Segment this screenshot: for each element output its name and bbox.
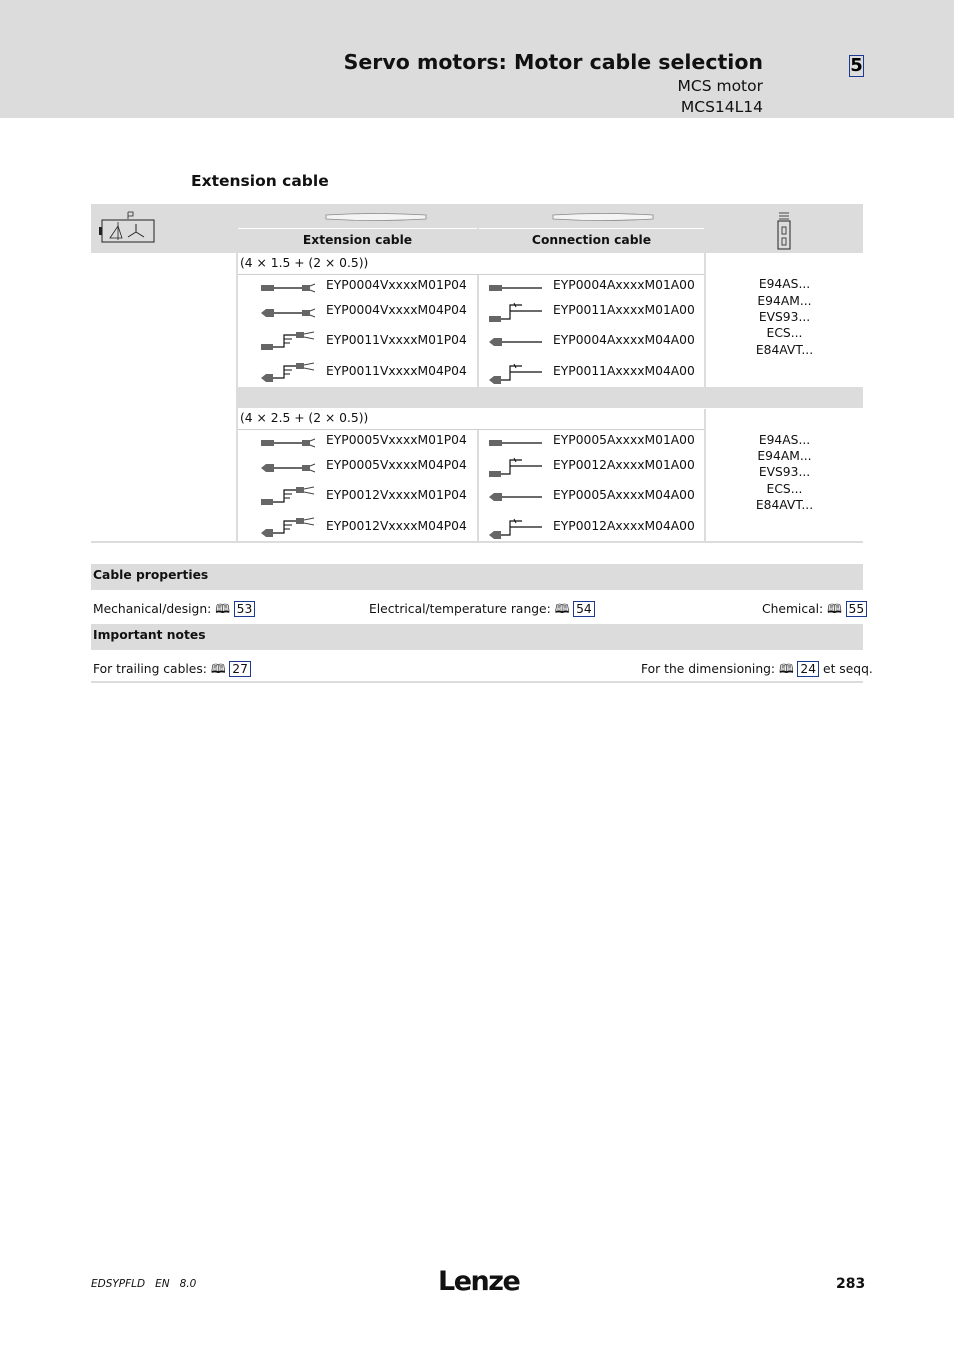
extension-part-number: EYP0011VxxxxM04P04 — [326, 364, 467, 378]
controller-type: ECS... — [766, 326, 803, 340]
straight-cable-both-ends-icon — [260, 437, 316, 449]
extension-cable-column-label: Extension cable — [302, 233, 413, 247]
connection-part-number: EYP0004AxxxxM04A00 — [553, 333, 695, 347]
straight-cable-both-ends-icon — [260, 307, 316, 319]
trailing-page-link[interactable]: 27 — [229, 661, 251, 677]
angled-cable-icon — [260, 362, 316, 386]
electrical-temperature-label: Electrical/temperature range: — [369, 602, 551, 616]
extension-part-number: EYP0012VxxxxM04P04 — [326, 519, 467, 533]
page-number: 283 — [836, 1276, 866, 1292]
controller-type: ECS... — [766, 482, 803, 496]
extension-part-number: EYP0011VxxxxM01P04 — [326, 333, 467, 347]
angled-cable-icon — [260, 486, 316, 510]
connection-cable-angled-icon — [488, 362, 544, 386]
important-notes-band — [91, 624, 863, 650]
chemical-label: Chemical: — [762, 602, 824, 616]
motor-icon — [98, 210, 158, 246]
controller-type: EVS93... — [758, 310, 811, 324]
book-icon: 🕮 — [210, 662, 226, 676]
dimensioning-ref — [641, 660, 873, 681]
controller-type: E94AS... — [758, 433, 811, 447]
connection-cable-angled-icon — [488, 517, 544, 541]
book-icon: 🕮 — [779, 662, 794, 676]
extension-cable-graphic-icon — [325, 212, 427, 222]
book-icon: 🕮 — [827, 602, 842, 616]
notes-bottom-border — [91, 681, 863, 683]
mechanical-design-label: Mechanical/design: — [93, 602, 212, 616]
page-subtitle-motor: MCS motor — [677, 77, 763, 95]
connection-part-number: EYP0012AxxxxM01A00 — [553, 458, 695, 472]
extension-part-number: EYP0004VxxxxM01P04 — [326, 278, 467, 292]
straight-cable-both-ends-icon — [260, 282, 316, 294]
chemical-ref — [762, 600, 867, 621]
trailing-cables-ref — [93, 660, 251, 681]
cable-spec-group-1: (4 × 1.5 + (2 × 0.5)) — [240, 256, 369, 270]
extension-part-number: EYP0005VxxxxM01P04 — [326, 433, 467, 447]
extension-part-number: EYP0004VxxxxM04P04 — [326, 303, 467, 317]
page-title: Servo motors: Motor cable selection — [343, 50, 763, 74]
connection-part-number: EYP0005AxxxxM04A00 — [553, 488, 695, 502]
connection-part-number: EYP0005AxxxxM01A00 — [553, 433, 695, 447]
controller-type: E94AM... — [757, 449, 812, 463]
group-separator — [238, 387, 863, 408]
angled-cable-icon — [260, 517, 316, 541]
controller-type: E94AS... — [758, 277, 811, 291]
connection-cable-column-label: Connection cable — [531, 233, 652, 247]
connection-cable-straight-icon — [488, 336, 544, 348]
trailing-cables-label: For trailing cables: — [93, 662, 207, 676]
electrical-temperature-ref — [369, 600, 595, 621]
document-code: EDSYPFLD EN 8.0 — [91, 1278, 197, 1290]
electrical-page-link[interactable]: 54 — [573, 601, 595, 617]
connection-part-number: EYP0004AxxxxM01A00 — [553, 278, 695, 292]
table-divider — [236, 204, 238, 541]
page-subtitle-model: MCS14L14 — [680, 98, 763, 116]
connection-cable-straight-icon — [488, 491, 544, 503]
straight-cable-both-ends-icon — [260, 462, 316, 474]
connection-part-number: EYP0012AxxxxM04A00 — [553, 519, 695, 533]
table-divider — [477, 274, 479, 387]
controller-type: E84AVT... — [755, 498, 814, 512]
connection-cable-graphic-icon — [552, 212, 654, 222]
row-divider — [238, 429, 704, 430]
book-icon: 🕮 — [215, 602, 230, 616]
controller-type: EVS93... — [758, 465, 811, 479]
connection-cable-straight-icon — [488, 282, 544, 294]
chemical-page-link[interactable]: 55 — [846, 601, 868, 617]
mechanical-page-link[interactable]: 53 — [234, 601, 256, 617]
dimensioning-page-link[interactable]: 24 — [797, 661, 819, 677]
angled-cable-icon — [260, 331, 316, 355]
table-divider — [477, 204, 479, 253]
connection-cable-straight-icon — [488, 437, 544, 449]
section-title: Extension cable — [191, 172, 329, 190]
connection-cable-angled-icon — [488, 456, 544, 480]
row-divider — [238, 274, 704, 275]
controller-type: E94AM... — [757, 294, 812, 308]
connection-part-number: EYP0011AxxxxM04A00 — [553, 364, 695, 378]
mechanical-design-ref — [93, 600, 255, 621]
cable-spec-group-2: (4 × 2.5 + (2 × 0.5)) — [240, 411, 369, 425]
cable-properties-heading: Cable properties — [93, 568, 209, 582]
chapter-number-link[interactable]: 5 — [850, 55, 863, 76]
book-icon: 🕮 — [554, 602, 570, 616]
dimensioning-suffix: et seqq. — [823, 662, 873, 676]
table-divider — [477, 429, 479, 541]
controller-type: E84AVT... — [755, 343, 814, 357]
extension-part-number: EYP0005VxxxxM04P04 — [326, 458, 467, 472]
connection-part-number: EYP0011AxxxxM01A00 — [553, 303, 695, 317]
controller-icon — [776, 211, 792, 251]
connection-cable-angled-icon — [488, 301, 544, 325]
extension-part-number: EYP0012VxxxxM01P04 — [326, 488, 467, 502]
important-notes-heading: Important notes — [93, 628, 206, 642]
table-bottom-border — [91, 541, 863, 543]
dimensioning-label: For the dimensioning: — [641, 662, 776, 676]
lenze-logo: Lenze — [438, 1266, 520, 1297]
